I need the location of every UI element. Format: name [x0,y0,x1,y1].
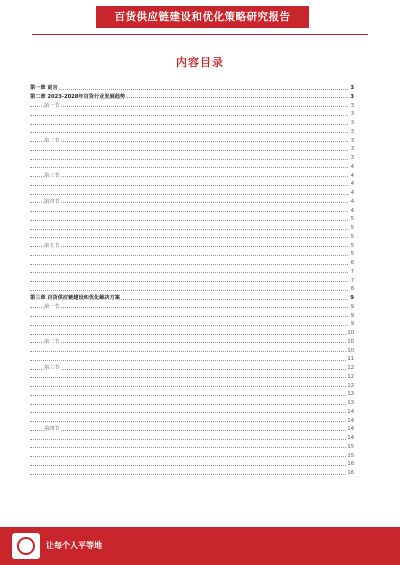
page-footer [0,527,400,565]
toc-entry[interactable] [30,338,354,347]
toc-leader-dots [30,421,348,422]
toc-leader-dots [30,264,348,265]
toc-entry-page: 14 [347,435,354,441]
toc-entry-page: 4 [350,190,354,196]
toc-entry[interactable] [30,417,354,426]
toc-leader-dots [30,246,348,247]
toc-leader-dots [30,132,348,133]
toc-leader-dots [30,194,348,195]
toc-leader-dots [30,430,348,431]
toc-entry[interactable] [30,137,354,146]
toc-leader-dots [30,115,348,116]
toc-entry-page: 9 [350,312,354,319]
toc-entry-label: 第二节 [44,338,60,345]
toc-leader-dots [30,369,348,370]
toc-entry[interactable] [30,128,354,137]
toc-entry[interactable] [30,443,354,452]
toc-entry[interactable] [30,285,354,294]
toc-entry-page: 3 [350,120,354,126]
toc-entry-page: 3 [350,102,354,109]
toc-entry[interactable] [30,198,354,207]
footer-slogan: 让每个人平等地 [46,541,102,550]
toc-leader-dots [30,342,348,343]
toc-leader-dots [30,474,348,475]
toc-entry-page: 12 [347,373,354,380]
toc-leader-dots [30,404,348,405]
toc-entry[interactable] [30,329,354,338]
toc-entry[interactable] [30,382,354,391]
toc-entry-page: 14 [347,426,354,433]
toc-entry[interactable] [30,373,354,382]
toc-leader-dots [30,465,348,466]
toc-entry-label: 第四节 [44,198,60,205]
toc-entry[interactable] [30,347,354,356]
toc-entry[interactable] [30,277,354,286]
toc-entry[interactable] [30,189,354,198]
toc-entry-page: 16 [347,470,354,476]
toc-leader-dots [30,89,348,90]
toc-entry[interactable] [30,250,354,259]
toc-entry-page: 10 [347,338,354,345]
toc-entry[interactable] [30,312,354,321]
toc-entry-page: 3 [350,93,354,100]
toc-entry[interactable] [30,259,354,268]
toc-leader-dots [30,237,348,238]
toc-leader-dots [30,360,348,361]
toc-entry[interactable] [30,434,354,443]
toc-entry[interactable] [30,294,354,303]
toc-leader-dots [30,141,348,142]
toc-leader-dots [30,439,348,440]
toc-entry[interactable] [30,154,354,163]
toc-entry-page: 14 [347,417,354,424]
toc-entry-page: 5 [350,233,354,240]
toc-entry[interactable] [30,390,354,399]
toc-leader-dots [30,220,348,221]
toc-leader-dots [30,176,348,177]
toc-leader-dots [30,124,348,125]
toc-entry-page: 8 [350,286,354,293]
toc-leader-dots [30,325,348,326]
toc-entry-page: 3 [350,146,354,153]
toc-entry-label: 第四节 [44,426,60,433]
table-of-contents [30,84,354,478]
toc-entry-page: 3 [350,155,354,161]
header-divider [32,34,368,35]
toc-entry[interactable] [30,110,354,119]
toc-entry-page: 10 [347,347,354,354]
toc-entry-page: 15 [347,443,354,450]
toc-entry[interactable] [30,119,354,128]
toc-entry-page: 4 [350,172,354,179]
toc-entry-label: 第三节 [44,365,60,371]
toc-entry[interactable] [30,233,354,242]
toc-leader-dots [30,290,348,291]
toc-entry[interactable] [30,364,354,373]
toc-leader-dots [30,106,348,107]
toc-entry[interactable] [30,102,354,111]
toc-entry[interactable] [30,93,354,102]
toc-entry-label: 第一章 前言 [30,85,58,91]
toc-leader-dots [30,386,348,387]
toc-leader-dots [30,150,348,151]
toc-entry-page: 12 [347,382,354,389]
toc-entry[interactable] [30,163,354,172]
toc-entry-label: 第三节 [44,172,60,179]
toc-entry-label: 第二节 [44,137,60,144]
toc-entry[interactable] [30,268,354,277]
toc-entry-page: 3 [350,128,354,135]
toc-leader-dots [30,456,348,457]
toc-entry-page: 3 [350,111,354,118]
toc-leader-dots [30,211,348,212]
toc-leader-dots [30,377,348,378]
toc-entry-label: 第二章 2023-2028年百货行业发展趋势 [30,93,126,100]
toc-entry-label: 第一节 [44,102,60,109]
toc-entry-page: 5 [350,216,354,223]
toc-entry-page: 7 [350,277,354,284]
toc-entry[interactable] [30,224,354,233]
toc-entry-page: 4 [350,181,354,188]
toc-entry-page: 9 [350,295,354,301]
toc-entry[interactable] [30,408,354,417]
toc-entry[interactable] [30,242,354,251]
toc-entry-page: 13 [347,391,354,398]
toc-leader-dots [30,447,348,448]
toc-entry-page: 3 [350,137,354,144]
toc-entry-page: 11 [347,356,354,363]
toc-leader-dots [30,351,348,352]
toc-entry[interactable] [30,84,354,93]
toc-leader-dots [30,167,348,168]
toc-leader-dots [30,307,348,308]
toc-heading: 内容目录 [176,56,224,69]
toc-entry[interactable] [30,460,354,469]
toc-entry[interactable] [30,215,354,224]
toc-entry-label: 第一节 [44,303,60,310]
toc-entry[interactable] [30,145,354,154]
toc-entry-label: 第五节 [44,242,60,249]
toc-entry-page: 13 [347,400,354,406]
toc-entry[interactable] [30,207,354,216]
toc-entry-page: 12 [347,365,354,371]
toc-leader-dots [30,412,348,413]
toc-leader-dots [30,159,348,160]
toc-entry[interactable] [30,469,354,478]
toc-leader-dots [30,229,348,230]
brand-logo [12,533,40,559]
toc-entry-page: 5 [350,251,354,258]
toc-entry-page: 4 [350,198,354,205]
toc-entry-page: 5 [350,242,354,249]
toc-entry-page: 9 [350,321,354,328]
toc-entry[interactable] [30,355,354,364]
toc-leader-dots [30,281,348,282]
toc-entry-page: 14 [347,408,354,415]
page-header [0,0,400,32]
toc-entry[interactable] [30,172,354,181]
toc-entry-page: 4 [350,163,354,170]
toc-leader-dots [30,316,348,317]
toc-entry[interactable] [30,399,354,408]
toc-entry[interactable] [30,320,354,329]
report-title: 百货供应链建设和优化策略研究报告 [114,11,291,23]
toc-leader-dots [30,185,348,186]
toc-entry[interactable] [30,425,354,434]
toc-entry-page: 3 [350,85,354,91]
toc-leader-dots [30,272,348,273]
toc-entry-page: 16 [347,461,354,468]
logo-mark-icon [17,537,35,555]
toc-leader-dots [30,202,348,203]
toc-entry[interactable] [30,452,354,461]
toc-entry[interactable] [30,303,354,312]
toc-entry-page: 6 [350,260,354,266]
toc-entry-page: 9 [350,303,354,310]
toc-entry-label: 第三章 百货供应链建设和优化解决方案 [30,295,120,301]
toc-leader-dots [30,395,348,396]
toc-leader-dots [30,334,348,335]
toc-entry-page: 4 [350,207,354,214]
toc-entry-page: 10 [347,330,354,336]
toc-entry-page: 15 [347,452,354,459]
toc-entry[interactable] [30,180,354,189]
toc-leader-dots [30,255,348,256]
toc-entry-page: 7 [350,268,354,275]
toc-entry-page: 5 [350,225,354,231]
